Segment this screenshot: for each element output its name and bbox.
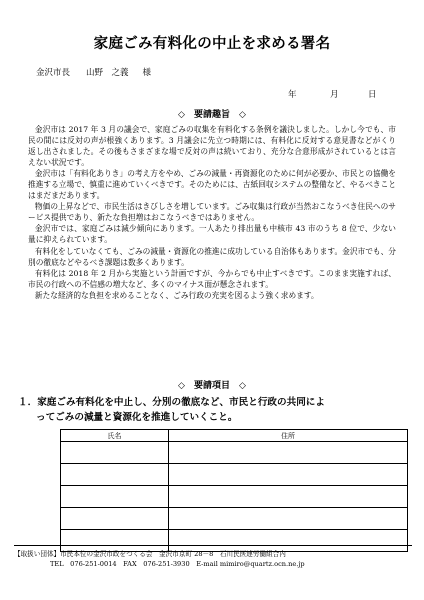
petition-body xyxy=(28,124,396,301)
section-requests-label: 要請項目 xyxy=(193,381,230,391)
column-header-name: 氏名 xyxy=(61,430,169,442)
diamond-icon: ◇ xyxy=(239,110,246,120)
signature-row xyxy=(61,508,408,530)
date-month-label: 月 xyxy=(330,90,339,100)
document-title: 家庭ごみ有料化の中止を求める署名 xyxy=(93,36,331,52)
signature-row xyxy=(61,486,408,508)
paragraph: 金沢市では、家庭ごみは減少傾向にあります。一人あたり排出量も中核市 43 市のうち 8 位で、少ない量に抑えられています。 xyxy=(28,224,396,245)
paragraph: 金沢市は「有料化ありき」の考え方をやめ、ごみの減量・再資源化のために何が必要か、市民との協働を推進する立場で、慎重に進めていくべきです。そのためには、古紙回収システムの整備など、やるべきことはまだまだあります。 xyxy=(28,169,396,201)
diamond-icon: ◇ xyxy=(178,110,185,120)
paragraph: 有料化をしていなくても、ごみの減量・資源化の推進に成功している自治体もあります。金沢市でも、分別の徹底などやるべき課題は数多くあります。 xyxy=(28,246,396,267)
addressee xyxy=(36,66,151,78)
address-cell[interactable] xyxy=(169,486,408,508)
paragraph: 新たな経済的な負担を求めることなく、ごみ行政の充実を図るよう強く求めます。 xyxy=(34,290,319,300)
address-cell[interactable] xyxy=(169,442,408,464)
address-cell[interactable] xyxy=(169,464,408,486)
paragraph: 物価の上昇などで、市民生活はきびしさを増しています。ごみ収集は行政が当然おこなうべき住民へのサービス提供であり、新たな負担増はおこなうべきではありません。 xyxy=(28,202,396,223)
footer-phone-email: TEL 076-251-0014 FAX 076-251-3930 E-mail mimiro@quartz.ocn.ne.jp xyxy=(50,560,305,568)
diamond-icon: ◇ xyxy=(239,381,246,391)
signature-table-header xyxy=(61,430,408,442)
signature-table xyxy=(60,429,408,552)
addressee-city: 金沢市長 xyxy=(36,68,71,78)
footer-divider xyxy=(14,545,412,546)
request-item xyxy=(18,395,410,425)
footer-organization: 【取扱い団体】市民本位の金沢市政をつくる会 金沢市京町 28－8 石川民医連労働組合内 xyxy=(14,550,286,558)
name-cell[interactable] xyxy=(61,508,169,530)
addressee-name: 山野 之義 xyxy=(86,68,129,78)
request-line-2: ってごみの減量と資源化を推進していくこと。 xyxy=(36,412,238,423)
column-header-address: 住所 xyxy=(169,430,408,442)
name-cell[interactable] xyxy=(61,442,169,464)
date-year-label: 年 xyxy=(288,90,297,100)
footer-contact xyxy=(14,549,412,569)
name-cell[interactable] xyxy=(61,486,169,508)
signature-row xyxy=(61,464,408,486)
addressee-honorific: 様 xyxy=(142,68,152,78)
name-cell[interactable] xyxy=(61,464,169,486)
request-line-1: 家庭ごみ有料化を中止し、分別の徹底など、市民と行政の共同によ xyxy=(37,397,325,408)
paragraph: 有料化は 2018 年 2 月から実施という計画ですが、今からでも中止すべきです。このまま実施すれば、市民の行政への不信感の増大など、多くのマイナス面が懸念されます。 xyxy=(28,268,396,289)
date-day-label: 日 xyxy=(368,90,377,100)
section-purpose-label: 要請趣旨 xyxy=(193,110,230,120)
request-number: １． xyxy=(18,397,38,408)
diamond-icon: ◇ xyxy=(178,381,185,391)
section-heading-purpose xyxy=(0,107,424,120)
signature-row xyxy=(61,442,408,464)
address-cell[interactable] xyxy=(169,508,408,530)
paragraph: 金沢市は 2017 年 3 月の議会で、家庭ごみの収集を有料化する条例を議決しました。しかし今でも、市民の間には反対の声が根強くあります。3 月議会に先立つ時期には、有料化に反対する意見書などがくり返し出されました。その後もさまざまな場で反対の声は続いており、充分な合意形成がされているとは言えない状況です。 xyxy=(28,125,396,168)
section-heading-requests xyxy=(0,378,424,391)
